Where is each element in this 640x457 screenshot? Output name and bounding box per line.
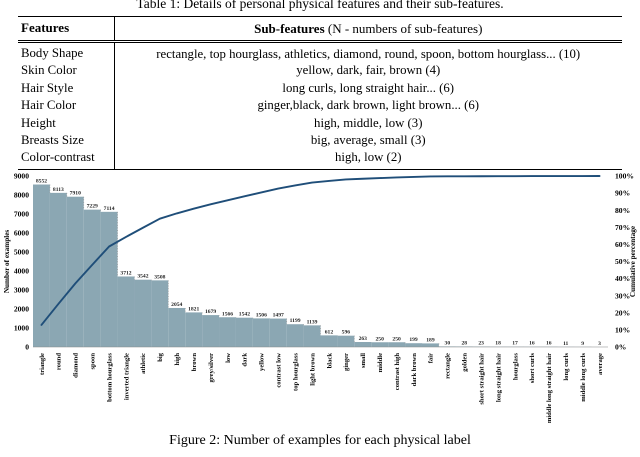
bar-value-label: 2054 bbox=[171, 301, 183, 308]
x-tick-label: long straight hair bbox=[495, 353, 503, 403]
x-tick-label: inverted triangle bbox=[123, 353, 131, 401]
x-tick-label: diamond bbox=[72, 353, 80, 378]
right-tick-label: 70% bbox=[615, 222, 631, 232]
right-tick-label: 10% bbox=[615, 325, 631, 335]
x-tick-label: yellow bbox=[258, 353, 266, 371]
x-tick-label: fair bbox=[427, 353, 435, 364]
x-tick-label: dark brown bbox=[410, 353, 418, 387]
feature-cell: Breasts Size bbox=[18, 132, 114, 149]
bars-group bbox=[33, 185, 608, 347]
x-tick-label: athletic bbox=[140, 353, 148, 374]
table-row bbox=[18, 115, 622, 132]
feature-cell: Skin Color bbox=[18, 62, 114, 79]
left-tick-label: 9000 bbox=[13, 171, 29, 181]
left-tick-label: 2000 bbox=[13, 304, 29, 314]
bar-value-label: 1199 bbox=[289, 318, 301, 325]
bar-value-label: 612 bbox=[324, 329, 334, 336]
right-tick-label: 30% bbox=[615, 291, 631, 301]
bar bbox=[33, 185, 50, 347]
bar bbox=[304, 325, 321, 347]
bar bbox=[371, 342, 388, 347]
features-table-wrapper bbox=[18, 16, 622, 170]
right-tick-label: 100% bbox=[615, 171, 634, 181]
bar-value-label: 1497 bbox=[272, 312, 284, 319]
bar-value-label: 263 bbox=[358, 336, 367, 342]
bar-value-label: 1679 bbox=[204, 309, 217, 316]
x-tick-label: contrast high bbox=[393, 353, 401, 391]
left-tick-label: 0 bbox=[25, 342, 29, 352]
x-tick-label: rectangle bbox=[444, 353, 452, 379]
x-tick-label: bottom hourglass bbox=[106, 353, 114, 402]
bar-value-label: 250 bbox=[392, 336, 401, 343]
table-header-row bbox=[18, 17, 622, 42]
table-row bbox=[18, 149, 622, 169]
subfeatures-cell: yellow, dark, fair, brown (4) bbox=[296, 63, 441, 78]
x-tick-label: middle long straight hair bbox=[546, 353, 554, 424]
bar bbox=[236, 318, 253, 347]
bar bbox=[50, 193, 67, 347]
bar bbox=[101, 212, 118, 347]
bar bbox=[202, 315, 219, 347]
bar bbox=[185, 312, 202, 347]
x-tick-label: black bbox=[326, 353, 334, 369]
bar-value-label: 8113 bbox=[52, 186, 64, 193]
x-tick-label: middle bbox=[376, 353, 384, 373]
features-table bbox=[18, 16, 622, 170]
bar-value-label: 8552 bbox=[35, 178, 48, 185]
left-tick-label: 7000 bbox=[13, 209, 29, 219]
left-axis-title: Number of examples bbox=[3, 229, 11, 294]
x-tick-label: round bbox=[55, 353, 63, 371]
bar bbox=[118, 276, 135, 347]
x-tick-label: high bbox=[174, 353, 182, 366]
bar-value-label: 16 bbox=[529, 340, 535, 347]
left-tick-label: 6000 bbox=[13, 228, 29, 238]
bar-value-label: 1506 bbox=[255, 312, 267, 319]
table-caption: Table 1: Details of personal physical features and their sub-features. bbox=[136, 0, 504, 11]
x-tick-label: spoon bbox=[89, 353, 97, 370]
bar-value-label: 3 bbox=[598, 340, 601, 347]
table-row bbox=[18, 80, 622, 97]
right-tick-label: 50% bbox=[615, 257, 631, 267]
bar bbox=[337, 336, 354, 347]
left-tick-label: 3000 bbox=[13, 285, 29, 295]
x-tick-label: golden bbox=[461, 353, 469, 372]
bar-value-label: 1139 bbox=[306, 319, 318, 326]
subfeatures-cell: rectangle, top hourglass, athletics, diamond, round, spoon, bottom hourglass... (10) bbox=[156, 46, 581, 61]
bar-value-label: 3508 bbox=[154, 274, 166, 281]
bar-value-label: 18 bbox=[495, 340, 501, 347]
left-tick-label: 4000 bbox=[13, 266, 29, 276]
x-tick-label: brown bbox=[190, 353, 198, 372]
bar-value-label: 28 bbox=[461, 340, 468, 347]
bar-value-label: 3712 bbox=[120, 270, 132, 277]
table-row bbox=[18, 42, 622, 63]
bar-value-label: 17 bbox=[512, 340, 518, 347]
header-subfeatures bbox=[114, 17, 622, 42]
x-tick-label: average bbox=[596, 353, 604, 375]
bar-value-label: 199 bbox=[409, 337, 418, 344]
x-tick-label: low bbox=[224, 353, 232, 363]
left-tick-label: 8000 bbox=[13, 190, 29, 200]
right-tick-label: 80% bbox=[615, 205, 631, 215]
feature-cell: Height bbox=[18, 115, 114, 132]
right-tick-label: 0% bbox=[615, 342, 627, 352]
bar bbox=[84, 210, 101, 347]
x-tick-label: contrast low bbox=[275, 353, 283, 388]
x-tick-label: top hourglass bbox=[292, 353, 300, 391]
x-tick-label: ginger bbox=[343, 353, 351, 371]
subfeatures-cell: high, low (2) bbox=[335, 149, 402, 164]
x-axis-labels bbox=[39, 352, 604, 423]
bar-value-label: 189 bbox=[426, 337, 435, 344]
bar bbox=[67, 197, 84, 347]
bar-value-label: 11 bbox=[563, 340, 569, 347]
bar bbox=[151, 280, 168, 347]
feature-cell: Hair Style bbox=[18, 80, 114, 97]
x-tick-label: big bbox=[157, 353, 165, 362]
left-axis-ticks bbox=[14, 172, 29, 352]
right-tick-label: 60% bbox=[615, 240, 631, 249]
bar-value-label: 1566 bbox=[221, 311, 234, 318]
subfeatures-cell: ginger,black, dark brown, light brown... (6) bbox=[257, 98, 480, 113]
bar-value-label: 1821 bbox=[188, 306, 200, 313]
pareto-chart bbox=[0, 170, 640, 432]
x-tick-label: small bbox=[360, 353, 368, 369]
subfeatures-cell: high, middle, low (3) bbox=[314, 115, 423, 130]
table-row bbox=[18, 97, 622, 114]
bar bbox=[405, 343, 422, 347]
x-tick-label: dark bbox=[241, 353, 249, 367]
subfeatures-cell: long curls, long straight hair... (6) bbox=[282, 80, 455, 95]
header-subfeatures-paren: (N - numbers of sub-features) bbox=[324, 20, 483, 36]
bar bbox=[270, 319, 287, 347]
x-tick-label: long curls bbox=[563, 353, 571, 381]
x-tick-label: light brown bbox=[309, 353, 317, 386]
bar bbox=[134, 280, 151, 347]
bar bbox=[253, 318, 270, 347]
figure-caption: Figure 2: Number of examples for each physical label bbox=[169, 433, 471, 448]
bar-value-label: 596 bbox=[341, 329, 351, 336]
bar-value-label: 7114 bbox=[103, 205, 115, 212]
x-tick-label: hourglass bbox=[512, 353, 520, 381]
bar-value-label: 7229 bbox=[86, 203, 98, 210]
feature-cell: Color-contrast bbox=[18, 149, 114, 169]
bar-value-label: 3542 bbox=[137, 273, 149, 280]
bar-value-label: 23 bbox=[478, 340, 484, 347]
header-features: Features bbox=[18, 17, 114, 42]
x-tick-label: short curls bbox=[529, 353, 537, 384]
table-row bbox=[18, 62, 622, 79]
table-row bbox=[18, 132, 622, 149]
bar bbox=[388, 342, 405, 347]
bar-value-label: 30 bbox=[444, 340, 451, 347]
bar bbox=[422, 343, 439, 347]
left-tick-label: 5000 bbox=[13, 247, 29, 257]
x-tick-label: short straight hair bbox=[478, 352, 486, 405]
right-tick-label: 20% bbox=[615, 308, 631, 318]
bar-value-label: 1542 bbox=[238, 311, 250, 318]
bar bbox=[287, 324, 304, 347]
feature-cell: Hair Color bbox=[18, 97, 114, 114]
bar bbox=[168, 308, 185, 347]
right-tick-label: 40% bbox=[615, 274, 631, 284]
x-tick-label: triangle bbox=[38, 353, 46, 375]
right-tick-label: 90% bbox=[615, 188, 631, 198]
bar bbox=[321, 335, 338, 347]
bar-value-label: 9 bbox=[581, 340, 585, 347]
x-tick-label: middle long curls bbox=[579, 353, 587, 402]
feature-cell: Body Shape bbox=[18, 42, 114, 63]
header-subfeatures-bold: Sub-features bbox=[254, 20, 325, 36]
bar bbox=[354, 342, 371, 347]
x-tick-label: grey/silver bbox=[207, 353, 215, 383]
bar-value-label: 250 bbox=[375, 336, 384, 343]
bar-value-label: 16 bbox=[546, 340, 552, 347]
bar bbox=[219, 317, 236, 347]
subfeatures-cell: big, average, small (3) bbox=[310, 133, 426, 148]
right-axis-title: Cumulative percentage bbox=[629, 225, 637, 298]
bar-value-label: 7910 bbox=[69, 190, 81, 197]
left-tick-label: 1000 bbox=[13, 323, 29, 333]
